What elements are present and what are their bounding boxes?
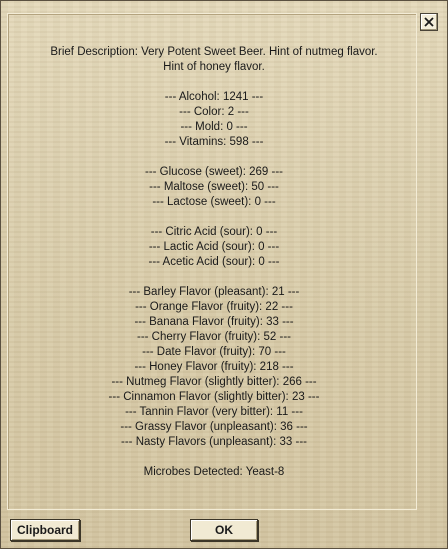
stat-vitamins: --- Vitamins: 598 --- [164,136,264,148]
flavor-orange: --- Orange Flavor (fruity): 22 --- [135,301,293,313]
clipboard-button[interactable]: Clipboard [10,519,80,541]
flavor-barley: --- Barley Flavor (pleasant): 21 --- [128,286,300,298]
sugar-lactose: --- Lactose (sweet): 0 --- [152,196,276,208]
stat-mold: --- Mold: 0 --- [180,121,248,133]
close-icon [424,17,434,27]
acid-acetic: --- Acetic Acid (sour): 0 --- [148,256,280,268]
flavor-nasty: --- Nasty Flavors (unpleasant): 33 --- [121,436,307,448]
flavor-cherry: --- Cherry Flavor (fruity): 52 --- [137,331,291,343]
close-button[interactable] [420,13,438,31]
sugar-glucose: --- Glucose (sweet): 269 --- [144,166,284,178]
description-line: Brief Description: Very Potent Sweet Beer. Hint of nutmeg flavor. [50,46,378,58]
stat-color: --- Color: 2 --- [179,106,249,118]
flavor-nutmeg: --- Nutmeg Flavor (slightly bitter): 266 --- [111,376,317,388]
brew-details [15,45,413,480]
flavor-cinnamon: --- Cinnamon Flavor (slightly bitter): 23 --- [108,391,320,403]
flavor-banana: --- Banana Flavor (fruity): 33 --- [134,316,294,328]
acid-lactic: --- Lactic Acid (sour): 0 --- [148,241,280,253]
description-line: Hint of honey flavor. [163,61,265,73]
microbes-detected: Microbes Detected: Yeast-8 [143,466,285,478]
sugar-maltose: --- Maltose (sweet): 50 --- [149,181,279,193]
ok-button[interactable]: OK [190,519,258,541]
flavor-tannin: --- Tannin Flavor (very bitter): 11 --- [125,406,303,418]
acid-citric: --- Citric Acid (sour): 0 --- [150,226,278,238]
flavor-date: --- Date Flavor (fruity): 70 --- [142,346,286,358]
flavor-honey: --- Honey Flavor (fruity): 218 --- [134,361,294,373]
stat-alcohol: --- Alcohol: 1241 --- [164,91,264,103]
flavor-grassy: --- Grassy Flavor (unpleasant): 36 --- [120,421,308,433]
